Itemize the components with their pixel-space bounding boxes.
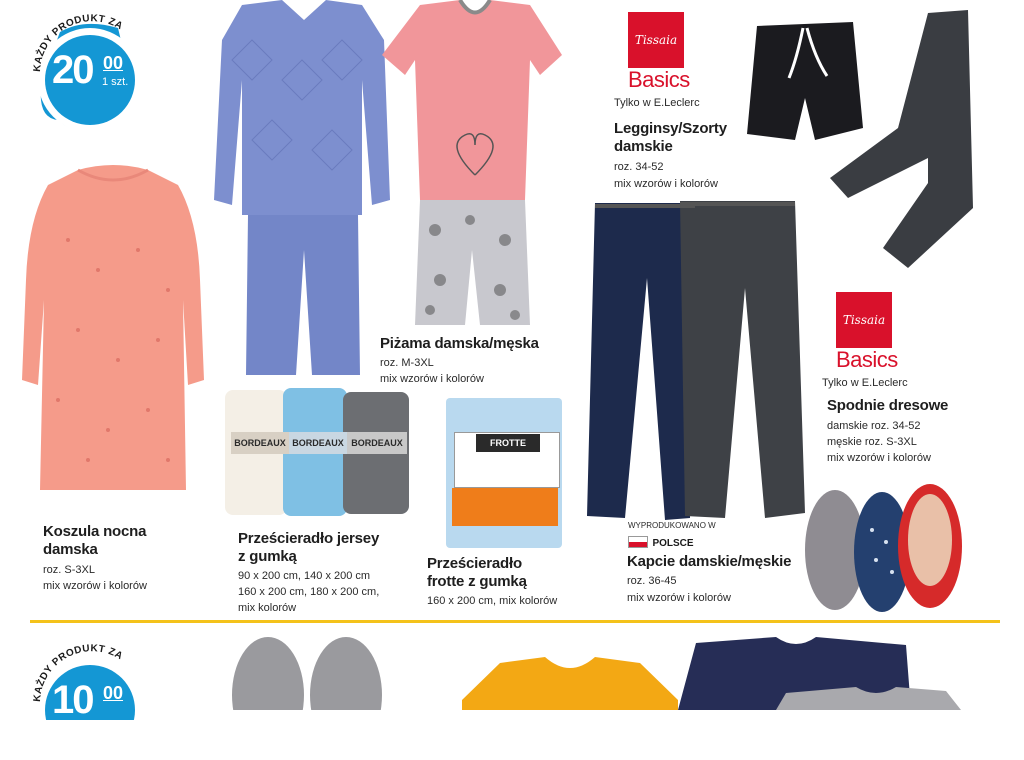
slippers-size: roz. 36-45 [627,575,677,587]
blanket-label-1: BORDEAUX [231,432,289,454]
brand-logo-tissaia-2 [836,292,898,372]
jersey-sheets-image [225,388,415,518]
nightgown-size: roz. S-3XL [43,564,95,576]
jersey-line2: 160 x 200 cm, 180 x 200 cm, [238,586,380,598]
blanket-label-3: BORDEAUX [347,432,407,454]
badge-price-cents-bottom: 00 [103,683,124,703]
badge-price-main: 20 [52,48,93,92]
jersey-line1: 90 x 200 cm, 140 x 200 cm [238,570,371,582]
plush-slippers-image [228,635,388,710]
pajamas-title: Piżama damska/męska [380,335,539,352]
nightgown-image [18,160,208,500]
price-badge-top [0,0,140,130]
pajamas-note: mix wzorów i kolorów [380,373,484,385]
nightgown-note: mix wzorów i kolorów [43,580,147,592]
leggings-title-1: Legginsy/Szorty [614,120,727,137]
slippers-image [800,480,970,615]
yellow-tshirt-image [460,655,680,710]
leggings-title-2: damskie [614,138,673,155]
sweatpants-line2: męskie roz. S-3XL [827,436,917,448]
basics-text: Basics [628,67,690,92]
nightgown-title-2: damska [43,541,98,558]
nightgown-title-1: Koszula nocna [43,523,147,540]
exclusive-note-2: Tylko w E.Leclerc [822,377,908,389]
made-in-country: POLSCE [652,538,694,549]
price-badge-bottom [0,630,140,760]
tshirts-stack-image [676,635,966,710]
badge-price-main-bottom: 10 [52,678,93,722]
tissaia-logo: Tissaia [628,12,684,68]
sweatpants-note: mix wzorów i kolorów [827,452,931,464]
basics-text-2: Basics [836,347,898,372]
sweatpants-line1: damskie roz. 34-52 [827,420,921,432]
badge-prefix-text: KAŻDY PRODUKT ZA [31,13,125,73]
made-in-label: WYPRODUKOWANO W [628,521,716,530]
slippers-note: mix wzorów i kolorów [627,592,731,604]
badge-prefix-text-bottom: KAŻDY PRODUKT ZA [31,643,125,703]
frotte-title-1: Prześcieradło [427,555,522,572]
jersey-title-2: z gumką [238,548,297,565]
leggings-size: roz. 34-52 [614,161,664,173]
leggings-image [828,8,978,273]
section-divider [30,620,1000,623]
frotte-pack-label: FROTTE [476,434,540,452]
leggings-note: mix wzorów i kolorów [614,178,718,190]
made-in-poland [628,533,694,549]
sweatpants-title: Spodnie dresowe [827,397,949,414]
badge-unit: 1 szt. [102,76,129,88]
pajamas-size: roz. M-3XL [380,357,434,369]
brand-logo-tissaia-1 [628,12,690,92]
sweatpants-image [585,198,810,528]
blanket-label-2: BORDEAUX [289,432,347,454]
slippers-title: Kapcie damskie/męskie [627,553,792,570]
badge-price-cents: 00 [103,53,124,73]
jersey-title-1: Prześcieradło jersey [238,530,380,547]
frotte-line1: 160 x 200 cm, mix kolorów [427,595,558,607]
poland-flag-icon [628,536,648,548]
womens-pajama-image [380,0,565,330]
tissaia-logo-2: Tissaia [836,292,892,348]
frotte-title-2: frotte z gumką [427,573,527,590]
mens-pajama-image [212,0,397,380]
exclusive-note-1: Tylko w E.Leclerc [614,97,700,109]
frotte-package-image [446,398,562,548]
jersey-note: mix kolorów [238,602,297,614]
